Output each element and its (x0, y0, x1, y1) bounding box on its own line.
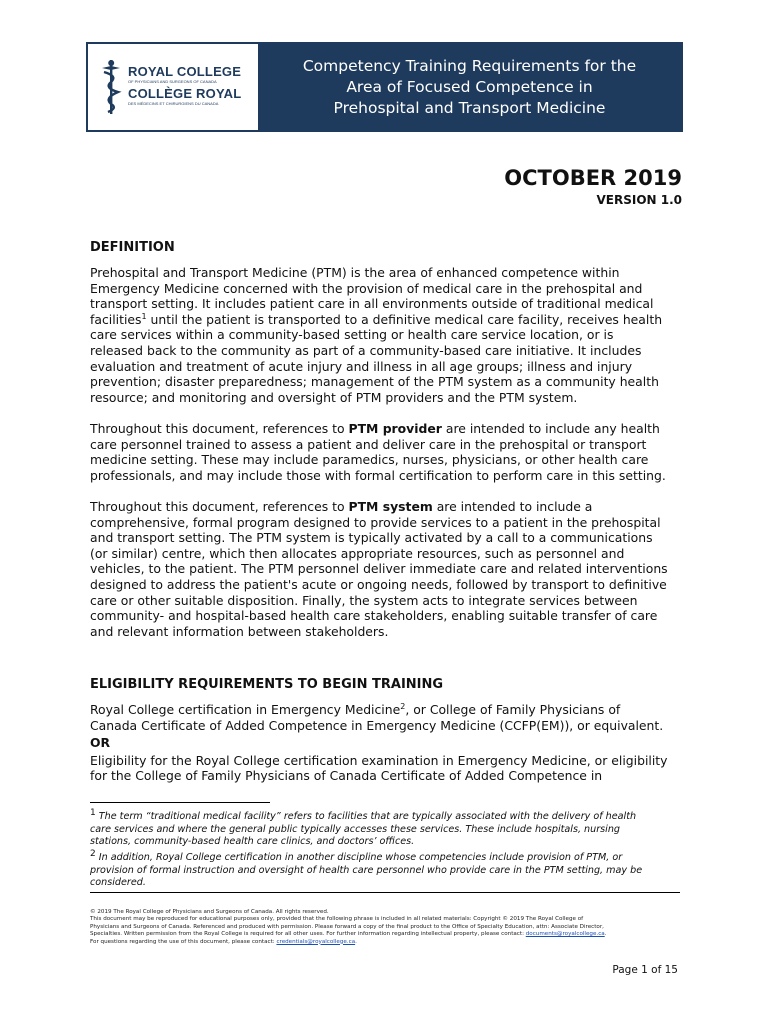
credentials-email-link[interactable]: credentials@royalcollege.ca (276, 938, 356, 945)
title-line: Area of Focused Competence in (346, 77, 593, 96)
copyright-line: This document may be reproduced for educational purposes only, provided that the following phrase is included in all related materials: Copyright © 2019 The Royal College of (90, 916, 584, 923)
text-line: designed to address the patient's acute or ongoing needs, followed by transport to definitive (90, 576, 667, 592)
footnote-line: care services and where the general public typically accesses these services. These include hospitals, nursing (90, 823, 620, 835)
text-line: care or other suitable disposition. Finally, the system acts to integrate services between (90, 592, 638, 608)
documents-email-link[interactable]: documents@royalcollege.ca (525, 931, 605, 938)
text-line: comprehensive, formal program designed to provide services to a patient in the prehospital (90, 514, 661, 530)
copyright-line: Specialties. Written permission from the Royal College is required for all other uses. For further information regarding intellectual property, please contact: documents@royalcollege.ca. (90, 931, 607, 938)
eligibility-heading: ELIGIBILITY REQUIREMENTS TO BEGIN TRAINING (90, 677, 444, 692)
copyright-line: For questions regarding the use of this document, please contact: credentials@royalcollege.ca. (90, 938, 357, 945)
text-line: evaluation and treatment of acute injury and illness in all age groups; illness and injury (90, 358, 633, 374)
page-number: Page 1 of 15 (612, 964, 678, 976)
text-line: for the College of Family Physicians of Canada Certificate of Added Competence in (90, 768, 603, 784)
footnote-line: $^1$ The term “traditional medical facility” refers to facilities that are typically associated with the delivery of health (90, 807, 637, 822)
text-line: (or similar) centre, which then allocates appropriate resources, such as personnel and (90, 545, 625, 561)
text-line: Eligibility for the Royal College certification examination in Emergency Medicine, or eligibility (90, 752, 668, 768)
logo-subtext-english: OF PHYSICIANS AND SURGEONS OF CANADA (128, 79, 217, 84)
text-line: care personnel trained to assess a patient and deliver care in the prehospital or transport (90, 436, 647, 452)
footnote-line: stations, community-based health care clinics, and doctors’ offices. (90, 836, 415, 848)
ptm-provider-paragraph (90, 421, 678, 483)
footnote-line: considered. (90, 877, 146, 889)
text-line: Canada Certificate of Added Competence in Emergency Medicine (CCFP(EM)), or equivalent. (90, 717, 664, 733)
document-title (258, 44, 681, 130)
footnote-1 (90, 807, 680, 849)
royal-college-logo (88, 44, 258, 130)
footnote-line: $^2$ In addition, Royal College certification in another discipline whose competencies include provision of PTM, or (90, 848, 623, 863)
title-line: Competency Training Requirements for the (302, 56, 637, 75)
text-line: prevention; disaster preparedness; management of the PTM system as a community health (90, 374, 659, 390)
text-line: medicine setting. These may include paramedics, nurses, physicians, or other health care (90, 452, 649, 468)
text-line: Royal College certification in Emergency Medicine$^2$, or College of Family Physicians of (90, 701, 621, 717)
text-line: released back to the community as part of a community-based care initiative. It includes (90, 342, 642, 358)
copyright-notice (90, 909, 680, 946)
footnote-2 (90, 848, 680, 890)
text-line: facilities$^1$ until the patient is transported to a definitive medical care facility, receives health (90, 311, 663, 327)
ptm-system-paragraph (90, 499, 678, 639)
text-line: Throughout this document, references to PTM provider are intended to include any health (90, 421, 660, 436)
footer-divider (90, 892, 680, 893)
definition-heading: DEFINITION (90, 240, 175, 255)
document-header (86, 42, 683, 132)
text-line: vehicles, to the patient. The PTM personnel deliver immediate care and related interventions (90, 561, 668, 577)
text-line: and relevant information between stakeholders. (90, 623, 389, 639)
text-line: care services within a community-based setting or health care service location, or is (90, 327, 614, 343)
term-ptm-system: PTM system (348, 499, 433, 514)
term-ptm-provider: PTM provider (348, 421, 442, 436)
text-line: professionals, and may include those with formal certification to perform care in this setting. (90, 467, 666, 483)
text-line: transport setting. It includes patient care in all environments outside of traditional medical (90, 296, 654, 312)
logo-subtext-french: DES MÉDECINS ET CHIRURGIENS DU CANADA (128, 101, 219, 106)
text-line: community- and hospital-based health care stakeholders, enabling suitable transfer of care (90, 608, 658, 624)
footnote-divider (90, 802, 270, 803)
document-date: OCTOBER 2019 (504, 166, 682, 190)
footnote-line: provision of formal instruction and oversight of health care personnel who provide care in the PTM setting, may be (90, 864, 643, 876)
logo-text-english: ROYAL COLLEGE (128, 64, 242, 79)
logo-text-french: COLLÈGE ROYAL (128, 86, 242, 101)
footnote-ref[interactable]: 2 (400, 701, 406, 711)
or-separator: OR (90, 735, 111, 751)
caduceus-icon (100, 58, 122, 116)
copyright-line: Physicians and Surgeons of Canada. Referenced and produced with permission. Please forward a copy of the final product to the Office of Specialty Education, attn: Associate Director, (90, 923, 604, 930)
copyright-line: © 2019 The Royal College of Physicians and Surgeons of Canada. All rights reserved. (90, 909, 329, 915)
document-version: VERSION 1.0 (596, 193, 682, 207)
definition-paragraph (90, 265, 678, 405)
footnote-ref[interactable]: 1 (141, 311, 147, 321)
text-line: resource; and monitoring and oversight of PTM providers and the PTM system. (90, 389, 578, 405)
text-line: Throughout this document, references to PTM system are intended to include a (90, 499, 593, 514)
eligibility-paragraph (90, 702, 678, 784)
text-line: and transport setting. The PTM system is typically activated by a call to a communications (90, 530, 653, 546)
text-line: Emergency Medicine concerned with the provision of medical care in the prehospital and (90, 280, 643, 296)
text-line: Prehospital and Transport Medicine (PTM) is the area of enhanced competence within (90, 265, 620, 280)
title-line: Prehospital and Transport Medicine (333, 98, 606, 117)
